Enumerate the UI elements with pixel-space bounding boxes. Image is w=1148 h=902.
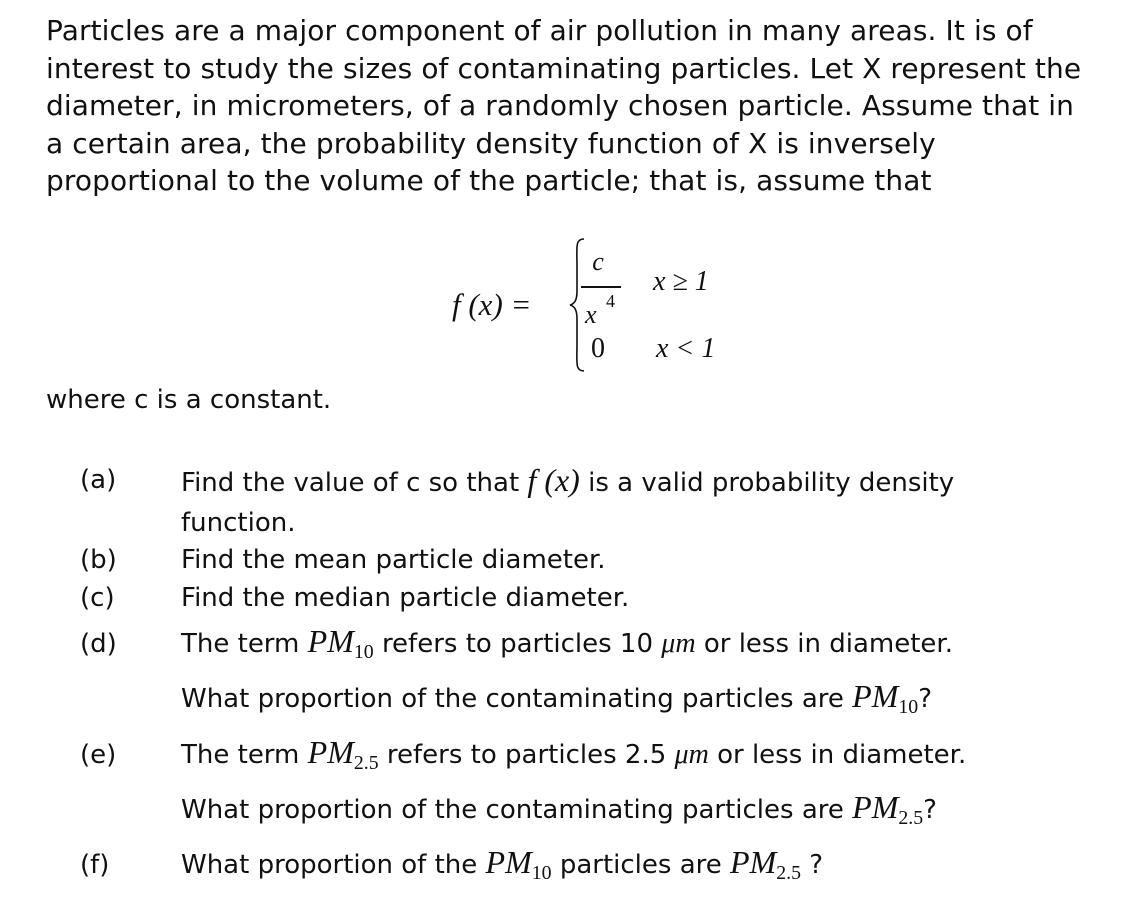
intro-line-4: a certain area, the probability density function of X is inversely [46,126,936,160]
part-a-label: (a) [80,465,117,495]
part-a-line-1 [181,462,954,499]
part-d-unit: μm [661,628,696,659]
equation-lhs: f (x) = [452,287,532,322]
part-d-text-3: or less in diameter. [703,629,953,659]
part-a-text-3: function. [181,508,296,538]
intro-line-1: Particles are a major component of air pollution in many areas. It is of [46,14,1033,47]
condition-x-lt-1: x < 1 [656,333,716,364]
part-e-unit: μm [674,739,709,770]
left-brace-icon [568,237,586,373]
part-f-text-2: particles are [559,850,722,880]
fraction-bar [581,286,621,288]
part-a-text-1: Find the value of c so that [181,468,520,498]
part-d-line-1 [181,623,953,664]
condition-x-ge-1: x ≥ 1 [653,266,709,297]
part-e-line-2 [181,789,937,830]
part-d-line-2 [181,678,932,719]
part-f-line [181,844,824,885]
part-f-pm-b: PM2.5 [730,844,802,885]
part-e-text-4: What proportion of the contaminating particles are [181,795,844,825]
part-e-pm-2: PM2.5 [852,789,924,830]
intro-line-3: diameter, in micrometers, of a randomly chosen particle. Assume that in [46,89,1075,122]
part-f-label: (f) [80,850,110,880]
part-e-line-1 [181,734,967,775]
part-e-question: ? [923,795,937,825]
part-d-label: (d) [80,629,117,659]
part-d-pm-2: PM10 [852,678,919,719]
fraction-denominator-exponent: 4 [606,291,615,311]
part-e-label: (e) [80,740,117,770]
part-b-text: Find the mean particle diameter. [181,545,606,575]
part-e-text-2: refers to particles 2.5 [386,740,667,770]
part-f-text-1: What proportion of the [181,850,478,880]
part-d-text-4: What proportion of the contaminating particles are [181,684,844,714]
part-e-pm: PM2.5 [307,734,379,775]
part-d-question: ? [918,684,932,714]
part-d-pm: PM10 [307,623,374,664]
part-e-text-3: or less in diameter. [717,740,967,770]
part-c-text: Find the median particle diameter. [181,583,630,613]
fraction-denominator-base: x [585,300,597,329]
intro-line-2: interest to study the sizes of contaminating particles. Let X represent the [46,51,1082,85]
part-f-pm-a: PM10 [485,844,552,885]
part-a-text-2: is a valid probability density [588,468,955,498]
part-f-question: ? [809,850,824,880]
part-a-math-f: f (x) [527,462,580,498]
where-constant-text: where c is a constant. [46,385,332,415]
fraction-numerator: c [592,247,604,276]
part-e-text-1: The term [181,740,300,770]
part-c-label: (c) [80,583,115,613]
intro-line-5: proportional to the volume of the particle; that is, assume that [46,164,932,197]
part-d-text-2: refers to particles 10 [381,629,654,659]
intro-paragraph [46,12,1126,200]
part-d-text-1: The term [181,629,300,659]
zero-case-value: 0 [591,333,605,364]
part-b-label: (b) [80,545,117,575]
